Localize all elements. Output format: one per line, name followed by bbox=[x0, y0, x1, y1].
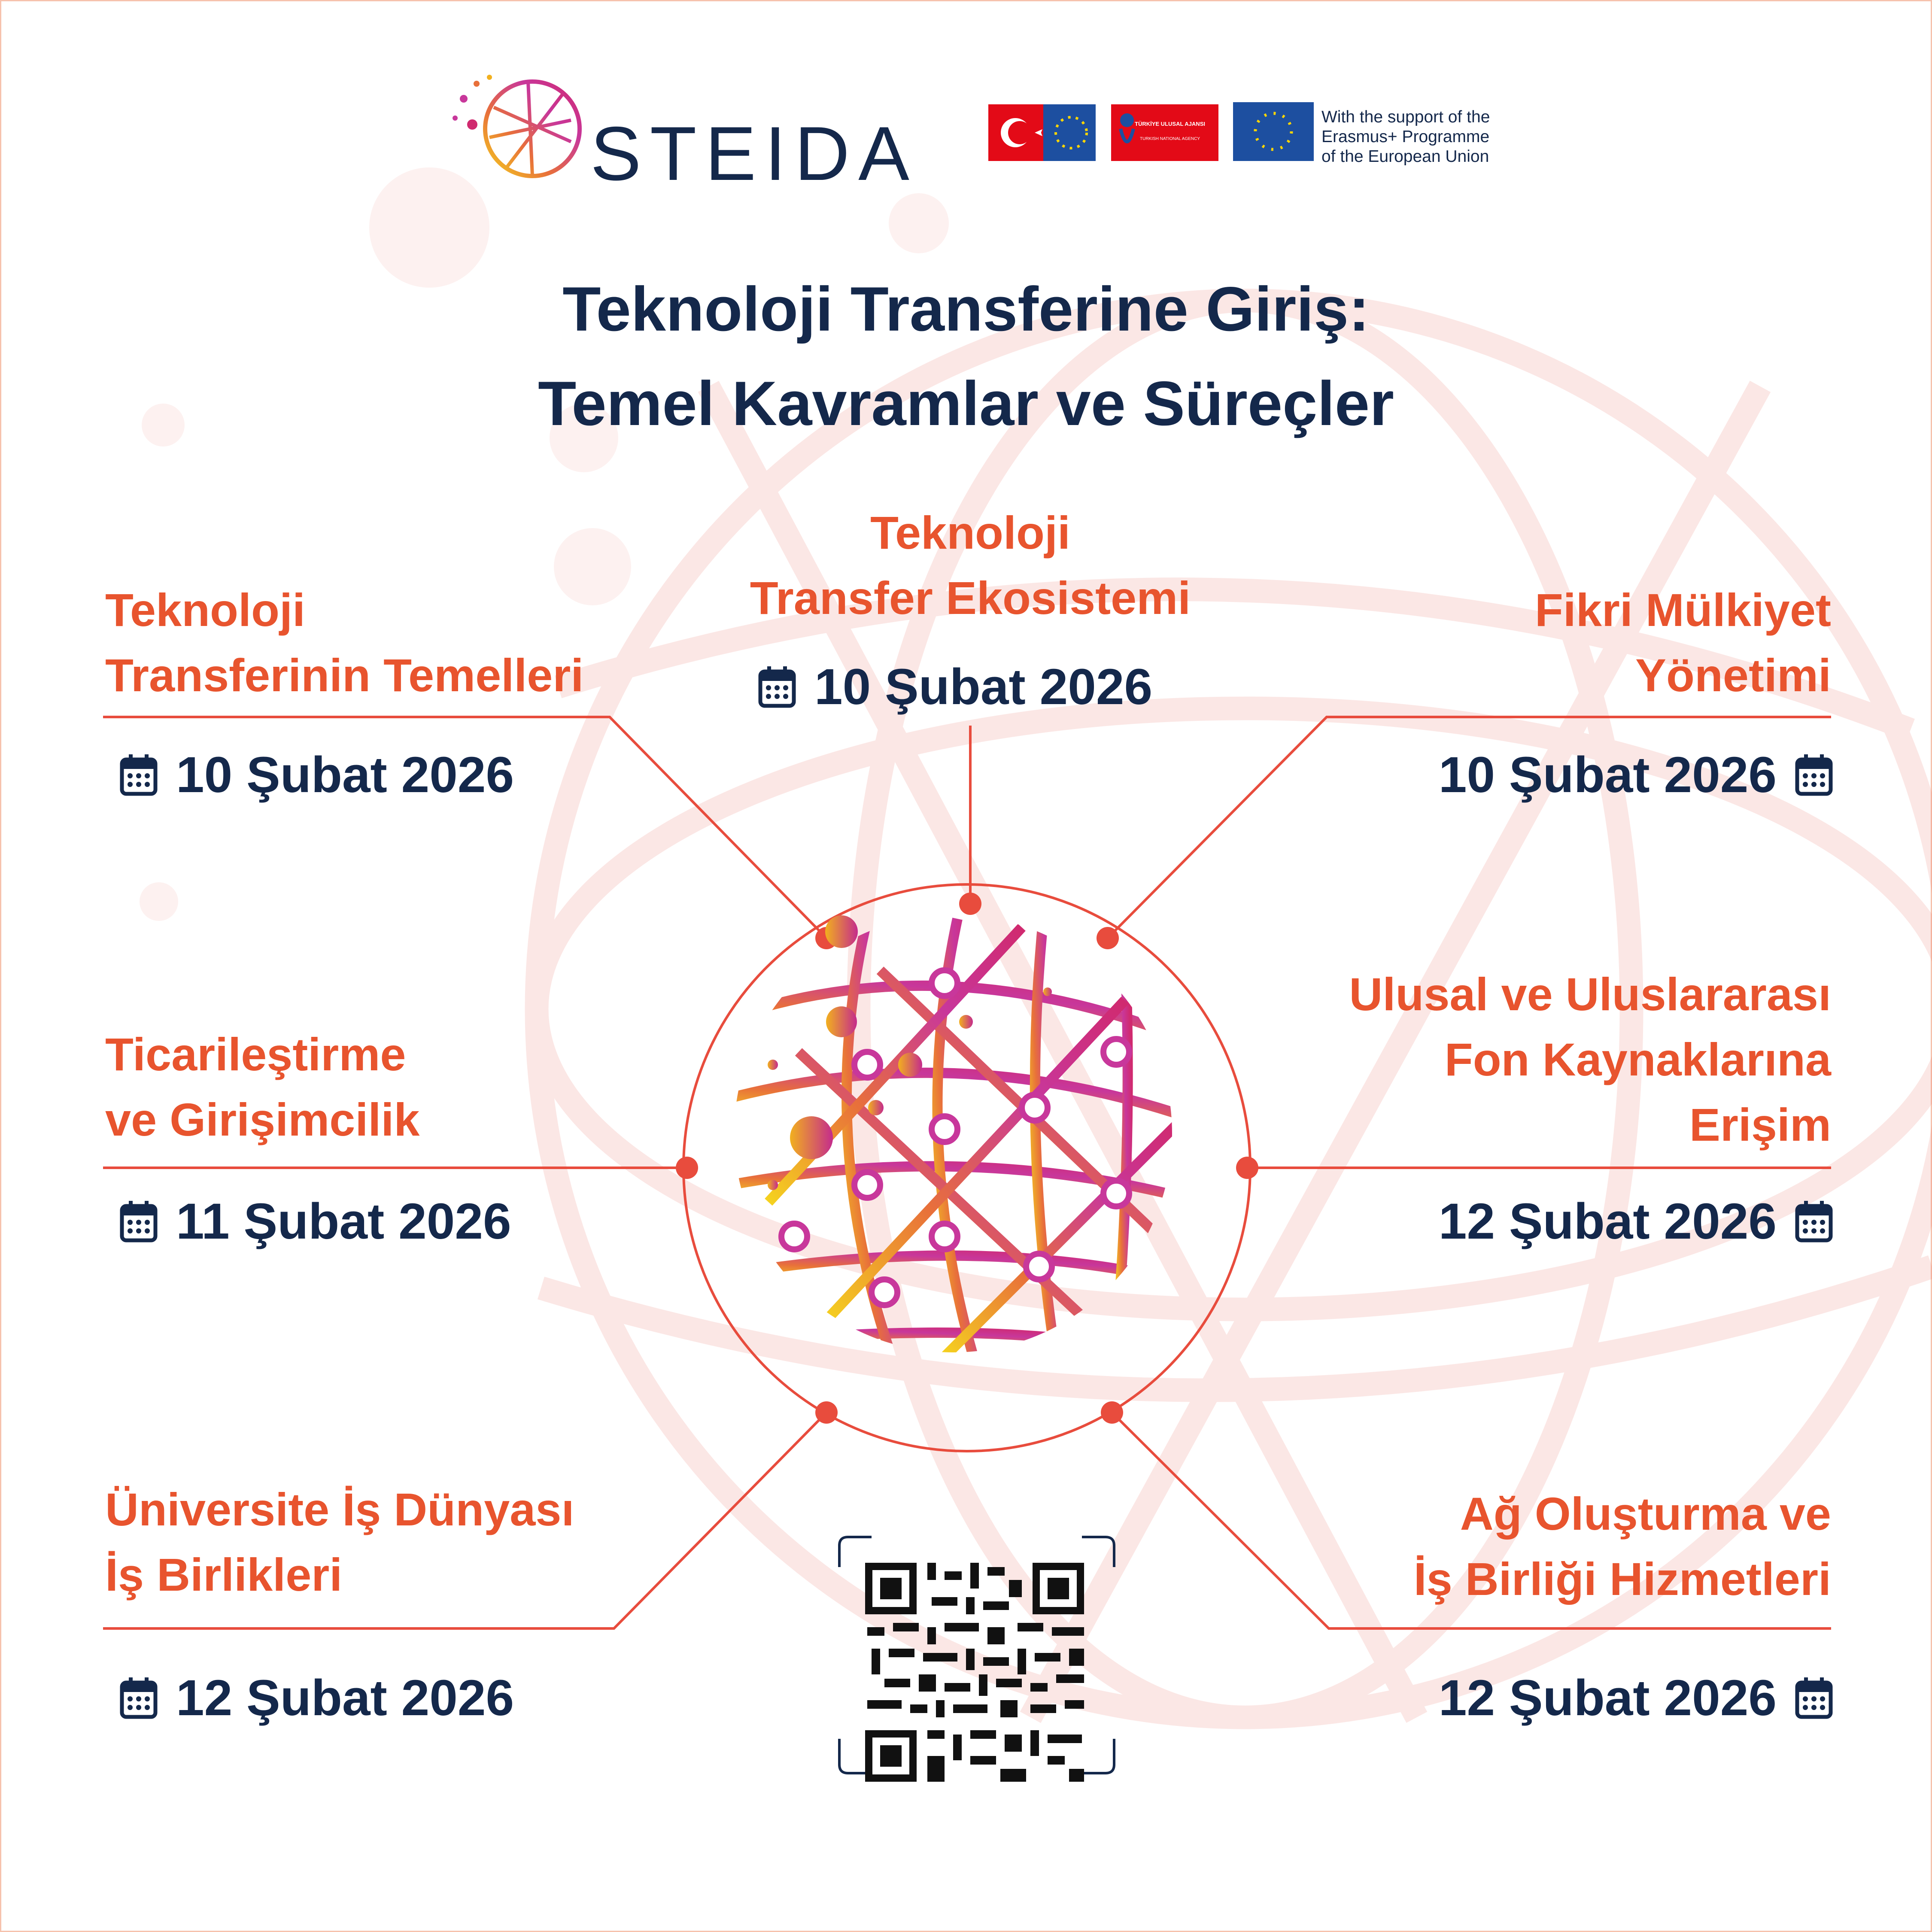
date-text: 12 Şubat 2026 bbox=[176, 1670, 514, 1726]
steida-logo-icon bbox=[453, 75, 580, 176]
calendar-icon bbox=[119, 1677, 158, 1719]
date-text: 10 Şubat 2026 bbox=[1438, 747, 1777, 803]
page-title: Teknoloji Transferine Giriş: Temel Kavramlar ve Süreçler bbox=[538, 274, 1394, 438]
session-topic-ip-management: Fikri Mülkiyet Yönetimi bbox=[1534, 584, 1831, 701]
session-date-foundations bbox=[119, 745, 514, 805]
date-text: 12 Şubat 2026 bbox=[1438, 1670, 1777, 1726]
national-agency-label: TÜRKİYE ULUSAL AJANSI bbox=[1135, 121, 1205, 127]
calendar-icon bbox=[1795, 1200, 1833, 1243]
eu-flag-icon bbox=[1233, 102, 1314, 161]
calendar-icon bbox=[119, 1200, 158, 1243]
session-date-networking bbox=[1439, 1668, 1833, 1728]
calendar-icon bbox=[1795, 753, 1833, 796]
national-agency-logo bbox=[1111, 104, 1218, 161]
session-date-ecosystem bbox=[758, 657, 1152, 717]
session-topic-networking: Ağ Oluşturma ve İş Birliği Hizmetleri bbox=[1413, 1488, 1831, 1605]
calendar-icon bbox=[119, 753, 158, 796]
session-topic-ecosystem: Teknoloji Transfer Ekosistemi bbox=[750, 507, 1191, 624]
session-topic-foundations: Teknoloji Transferinin Temelleri bbox=[105, 584, 584, 701]
brand-name: STEIDA bbox=[590, 111, 918, 196]
date-text: 10 Şubat 2026 bbox=[814, 659, 1153, 715]
session-topic-commercialization: Ticarileştirme ve Girişimcilik bbox=[105, 1028, 420, 1145]
turkey-flag-icon bbox=[988, 104, 1096, 161]
calendar-icon bbox=[1795, 1677, 1833, 1719]
session-date-commercialization bbox=[119, 1191, 511, 1252]
date-text: 10 Şubat 2026 bbox=[176, 747, 514, 803]
calendar-icon bbox=[758, 665, 796, 708]
session-date-funding bbox=[1439, 1191, 1833, 1252]
session-topic-funding: Ulusal ve Uluslararası Fon Kaynaklarına Erişim bbox=[1349, 968, 1831, 1151]
date-text: 12 Şubat 2026 bbox=[1438, 1193, 1777, 1250]
session-date-university-industry bbox=[119, 1668, 514, 1728]
erasmus-support-text: With the support of the Erasmus+ Programme of the European Union bbox=[1321, 108, 1490, 166]
session-topic-university-industry: Üniversite İş Dünyası İş Birlikleri bbox=[105, 1483, 574, 1601]
national-agency-subtitle: TURKISH NATIONAL AGENCY bbox=[1139, 137, 1200, 141]
date-text: 11 Şubat 2026 bbox=[176, 1193, 511, 1250]
session-date-ip-management bbox=[1439, 745, 1833, 805]
